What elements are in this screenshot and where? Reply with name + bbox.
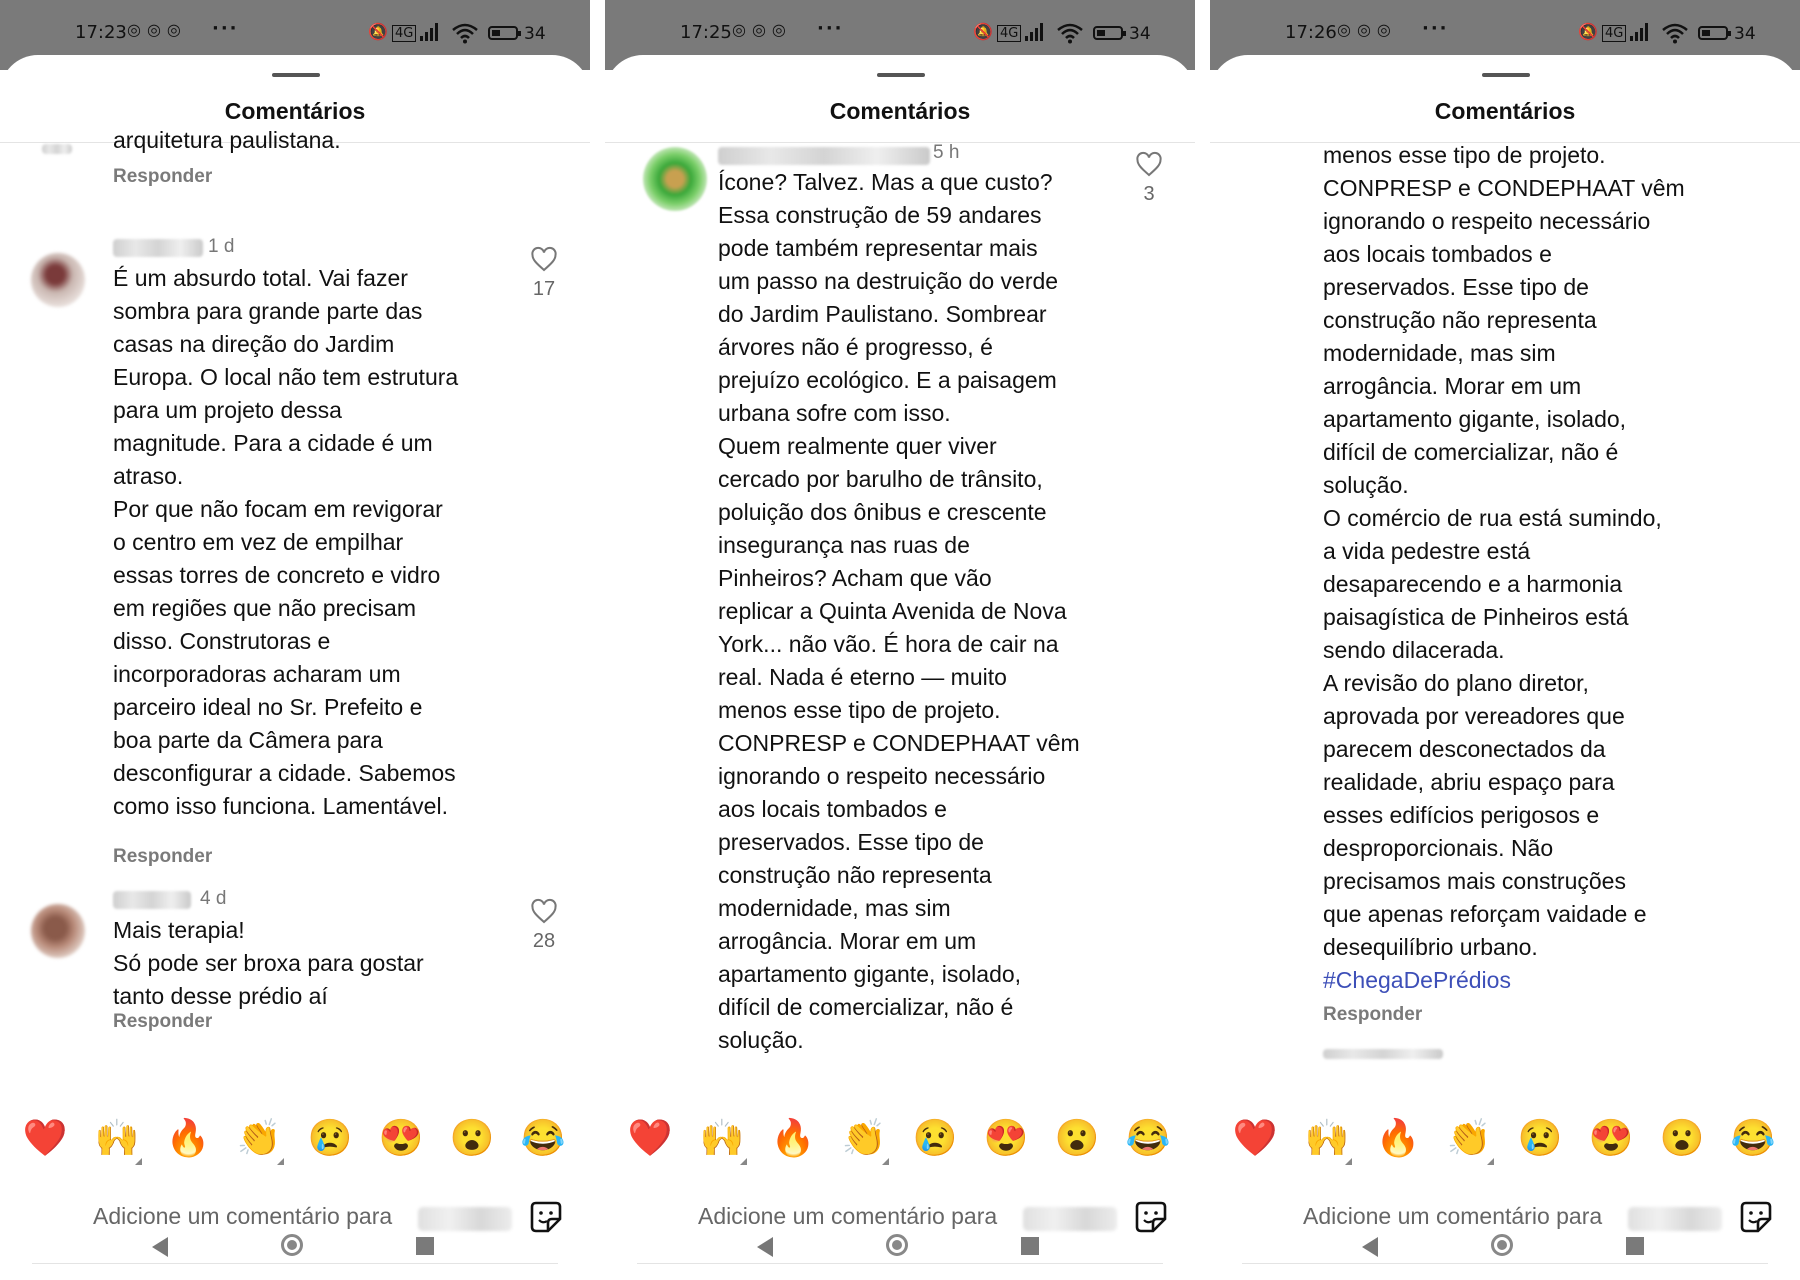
like-count: 17 [532, 278, 556, 300]
emoji-raised-hands-glyph: 🙌 [699, 1117, 745, 1158]
comment-age: 5 h [933, 142, 960, 163]
home-icon[interactable] [281, 1234, 303, 1256]
emoji-clap[interactable] [236, 1115, 282, 1161]
battery-icon [1698, 26, 1728, 40]
like-count: 3 [1143, 183, 1155, 205]
emoji-clap-glyph: 👏 [236, 1117, 282, 1158]
reply-button[interactable]: Responder [113, 846, 213, 867]
emoji-fire[interactable]: 🔥 [165, 1117, 211, 1158]
mute-icon: 🔕 [1578, 22, 1598, 41]
sheet-title: Comentários [224, 98, 366, 124]
emoji-clap-glyph: 👏 [841, 1117, 887, 1158]
emoji-reaction-bar [1210, 1115, 1800, 1181]
system-icons [368, 22, 558, 48]
emoji-clap[interactable] [1446, 1115, 1492, 1161]
comments-list[interactable] [0, 127, 590, 1060]
battery-percent: 34 [524, 24, 546, 44]
emoji-fire[interactable]: 🔥 [1375, 1117, 1421, 1158]
comment-text: Ícone? Talvez. Mas a que custo? Essa construção de 59 andares pode também representar mais um passo na destruição do verde do Jardim Paulistano. Sombrear árvores não é progresso, é prejuízo ecológico. E a paisagem urbana sofre com isso. Quem realmente quer viver cercado por barulho de trânsito, poluição dos ônibus e crescente insegurança nas ruas de Pinheiros? Acham que vão replicar a Quinta Avenida de Nova York... não vão. É hora de cair na real. Nada é eterno — muito menos esse tipo de projeto. CONPRESP e CONDEPHAAT vêm ignorando o respeito necessário aos locais tombados e preservados. Esse tipo de construção não representa modernidade, mas sim arrogância. Morar em um apartamento gigante, isolado, difícil de comercializar, não é solução. [718, 169, 1080, 1053]
heart-icon[interactable] [1136, 153, 1162, 177]
emoji-clap[interactable] [841, 1115, 887, 1161]
username[interactable] [718, 147, 930, 165]
mute-icon: 🔕 [368, 22, 388, 41]
comment-text: arquitetura paulistana. [113, 127, 341, 153]
avatar[interactable] [31, 253, 85, 307]
drag-handle[interactable] [1482, 73, 1530, 77]
heart-icon[interactable] [531, 248, 557, 272]
comments-sheet [605, 55, 1195, 1280]
back-icon[interactable] [1362, 1237, 1378, 1257]
username[interactable] [113, 239, 203, 257]
emoji-raised-hands[interactable] [94, 1115, 140, 1161]
more-notifications-icon: ··· [1422, 18, 1449, 39]
more-notifications-icon: ··· [817, 18, 844, 39]
emoji-reaction-bar [605, 1115, 1195, 1181]
comments-sheet [0, 55, 590, 1280]
comment-text: Mais terapia! Só pode ser broxa para gostar tanto desse prédio aí [113, 917, 424, 1009]
system-icons [1578, 22, 1768, 48]
username[interactable] [1323, 1049, 1443, 1059]
drag-handle[interactable] [272, 73, 320, 77]
comment-text: menos esse tipo de projeto. CONPRESP e CONDEPHAAT vêm ignorando o respeito necessário aos locais tombados e preservados. Esse tipo de construção não representa modernidade, mas sim arrogância. Morar em um apartamento gigante, isolado, difícil de comercializar, não é solução. O comércio de rua está sumindo, a vida pedestre está desaparecendo e a harmonia paisagística de Pinheiros está sendo dilacerada. A revisão do plano diretor, aprovada por vereadores que parecem desconectados da realidade, abriu espaço para esses edifícios perigosos e desproporcionais. Não precisamos mais construções que apenas reforçam vaidade e desequilíbrio urbano. [1323, 142, 1685, 960]
screenshot-panel-2 [605, 0, 1195, 1280]
more-notifications-icon: ··· [212, 18, 239, 39]
hashtag-link[interactable]: #ChegaDePrédios [1323, 967, 1511, 993]
emoji-raised-hands-glyph: 🙌 [94, 1117, 140, 1158]
volte-icon: 4G [1602, 25, 1626, 42]
emoji-laughing[interactable]: 😂 [1730, 1117, 1776, 1158]
comment-text: É um absurdo total. Vai fazer sombra para grande parte das casas na direção do Jardim Europa. O local não tem estrutura para um projeto dessa magnitude. Para a cidade é um atraso. Por que não focam em revigorar o centro em vez de empilhar essas torres de concreto e vidro em regiões que não precisam disso. Construtoras e incorporadoras acharam um parceiro ideal no Sr. Prefeito e boa parte da Câmera para desconfigurar a cidade. Sabemos como isso funciona. Lamentável. [113, 265, 459, 819]
wifi-icon [1662, 22, 1688, 44]
recents-icon[interactable] [1021, 1237, 1039, 1255]
volte-icon: 4G [997, 25, 1021, 42]
battery-icon [1093, 26, 1123, 40]
like-control[interactable] [524, 248, 564, 301]
instagram-notification-icons: ◎◎◎ [1337, 20, 1397, 39]
screenshot-panel-1 [0, 0, 590, 1280]
sheet-title: Comentários [1434, 98, 1576, 124]
home-icon[interactable] [1491, 1234, 1513, 1256]
android-nav-bar [1210, 1225, 1800, 1275]
emoji-heart[interactable]: ❤️ [1232, 1117, 1278, 1158]
mute-icon: 🔕 [973, 22, 993, 41]
emoji-crying[interactable]: 😢 [307, 1117, 353, 1158]
emoji-crying[interactable]: 😢 [1517, 1117, 1563, 1158]
status-time: 17:23 [75, 22, 127, 43]
signal-icon [1025, 23, 1049, 41]
emoji-laughing[interactable]: 😂 [520, 1117, 566, 1158]
comments-list[interactable] [605, 144, 1195, 1060]
recents-icon[interactable] [1626, 1237, 1644, 1255]
instagram-notification-icons: ◎◎◎ [127, 20, 187, 39]
emoji-heart-eyes[interactable]: 😍 [378, 1117, 424, 1158]
avatar[interactable] [31, 904, 85, 958]
divider [605, 142, 1195, 143]
emoji-heart-eyes[interactable]: 😍 [983, 1117, 1029, 1158]
wifi-icon [1057, 22, 1083, 44]
like-count: 28 [532, 930, 556, 952]
comment-input-placeholder[interactable]: Adicione um comentário para [698, 1203, 998, 1229]
comments-list[interactable] [1210, 144, 1800, 1060]
emoji-surprised[interactable]: 😮 [1659, 1117, 1705, 1158]
signal-icon [420, 23, 444, 41]
system-icons [973, 22, 1163, 48]
emoji-reaction-bar [0, 1115, 590, 1181]
emoji-raised-hands-glyph: 🙌 [1304, 1117, 1350, 1158]
screenshot-panel-3 [1210, 0, 1800, 1280]
reply-button[interactable]: Responder [113, 1011, 213, 1032]
like-control[interactable] [524, 900, 564, 953]
emoji-surprised[interactable]: 😮 [1054, 1117, 1100, 1158]
emoji-clap-glyph: 👏 [1446, 1117, 1492, 1158]
instagram-notification-icons: ◎◎◎ [732, 20, 792, 39]
emoji-heart-eyes[interactable]: 😍 [1588, 1117, 1634, 1158]
like-control[interactable] [1129, 153, 1169, 206]
reply-button[interactable]: Responder [113, 166, 213, 187]
comments-sheet [1210, 55, 1800, 1280]
avatar[interactable] [643, 147, 707, 211]
status-time: 17:25 [680, 22, 732, 43]
recents-icon[interactable] [416, 1237, 434, 1255]
battery-percent: 34 [1734, 24, 1756, 44]
emoji-surprised[interactable]: 😮 [449, 1117, 495, 1158]
emoji-heart[interactable]: ❤️ [22, 1117, 68, 1158]
battery-icon [488, 26, 518, 40]
sheet-title: Comentários [829, 98, 971, 124]
heart-icon[interactable] [531, 900, 557, 924]
emoji-heart[interactable]: ❤️ [627, 1117, 673, 1158]
emoji-crying[interactable]: 😢 [912, 1117, 958, 1158]
drag-handle[interactable] [877, 73, 925, 77]
username[interactable] [113, 891, 191, 909]
reply-button[interactable]: Responder [1323, 1004, 1423, 1025]
volte-icon: 4G [392, 25, 416, 42]
android-nav-bar [605, 1225, 1195, 1275]
avatar [42, 144, 72, 154]
battery-percent: 34 [1129, 24, 1151, 44]
comment-input-placeholder[interactable]: Adicione um comentário para [1303, 1203, 1603, 1229]
comment-age: 1 d [208, 236, 235, 257]
back-icon[interactable] [757, 1237, 773, 1257]
back-icon[interactable] [152, 1237, 168, 1257]
emoji-laughing[interactable]: 😂 [1125, 1117, 1171, 1158]
comment-input-placeholder[interactable]: Adicione um comentário para [93, 1203, 393, 1229]
android-nav-bar [0, 1225, 590, 1275]
signal-icon [1630, 23, 1654, 41]
comment-age: 4 d [200, 888, 227, 909]
emoji-raised-hands[interactable] [1304, 1115, 1350, 1161]
home-icon[interactable] [886, 1234, 908, 1256]
emoji-raised-hands[interactable] [699, 1115, 745, 1161]
emoji-fire[interactable]: 🔥 [770, 1117, 816, 1158]
wifi-icon [452, 22, 478, 44]
status-time: 17:26 [1285, 22, 1337, 43]
